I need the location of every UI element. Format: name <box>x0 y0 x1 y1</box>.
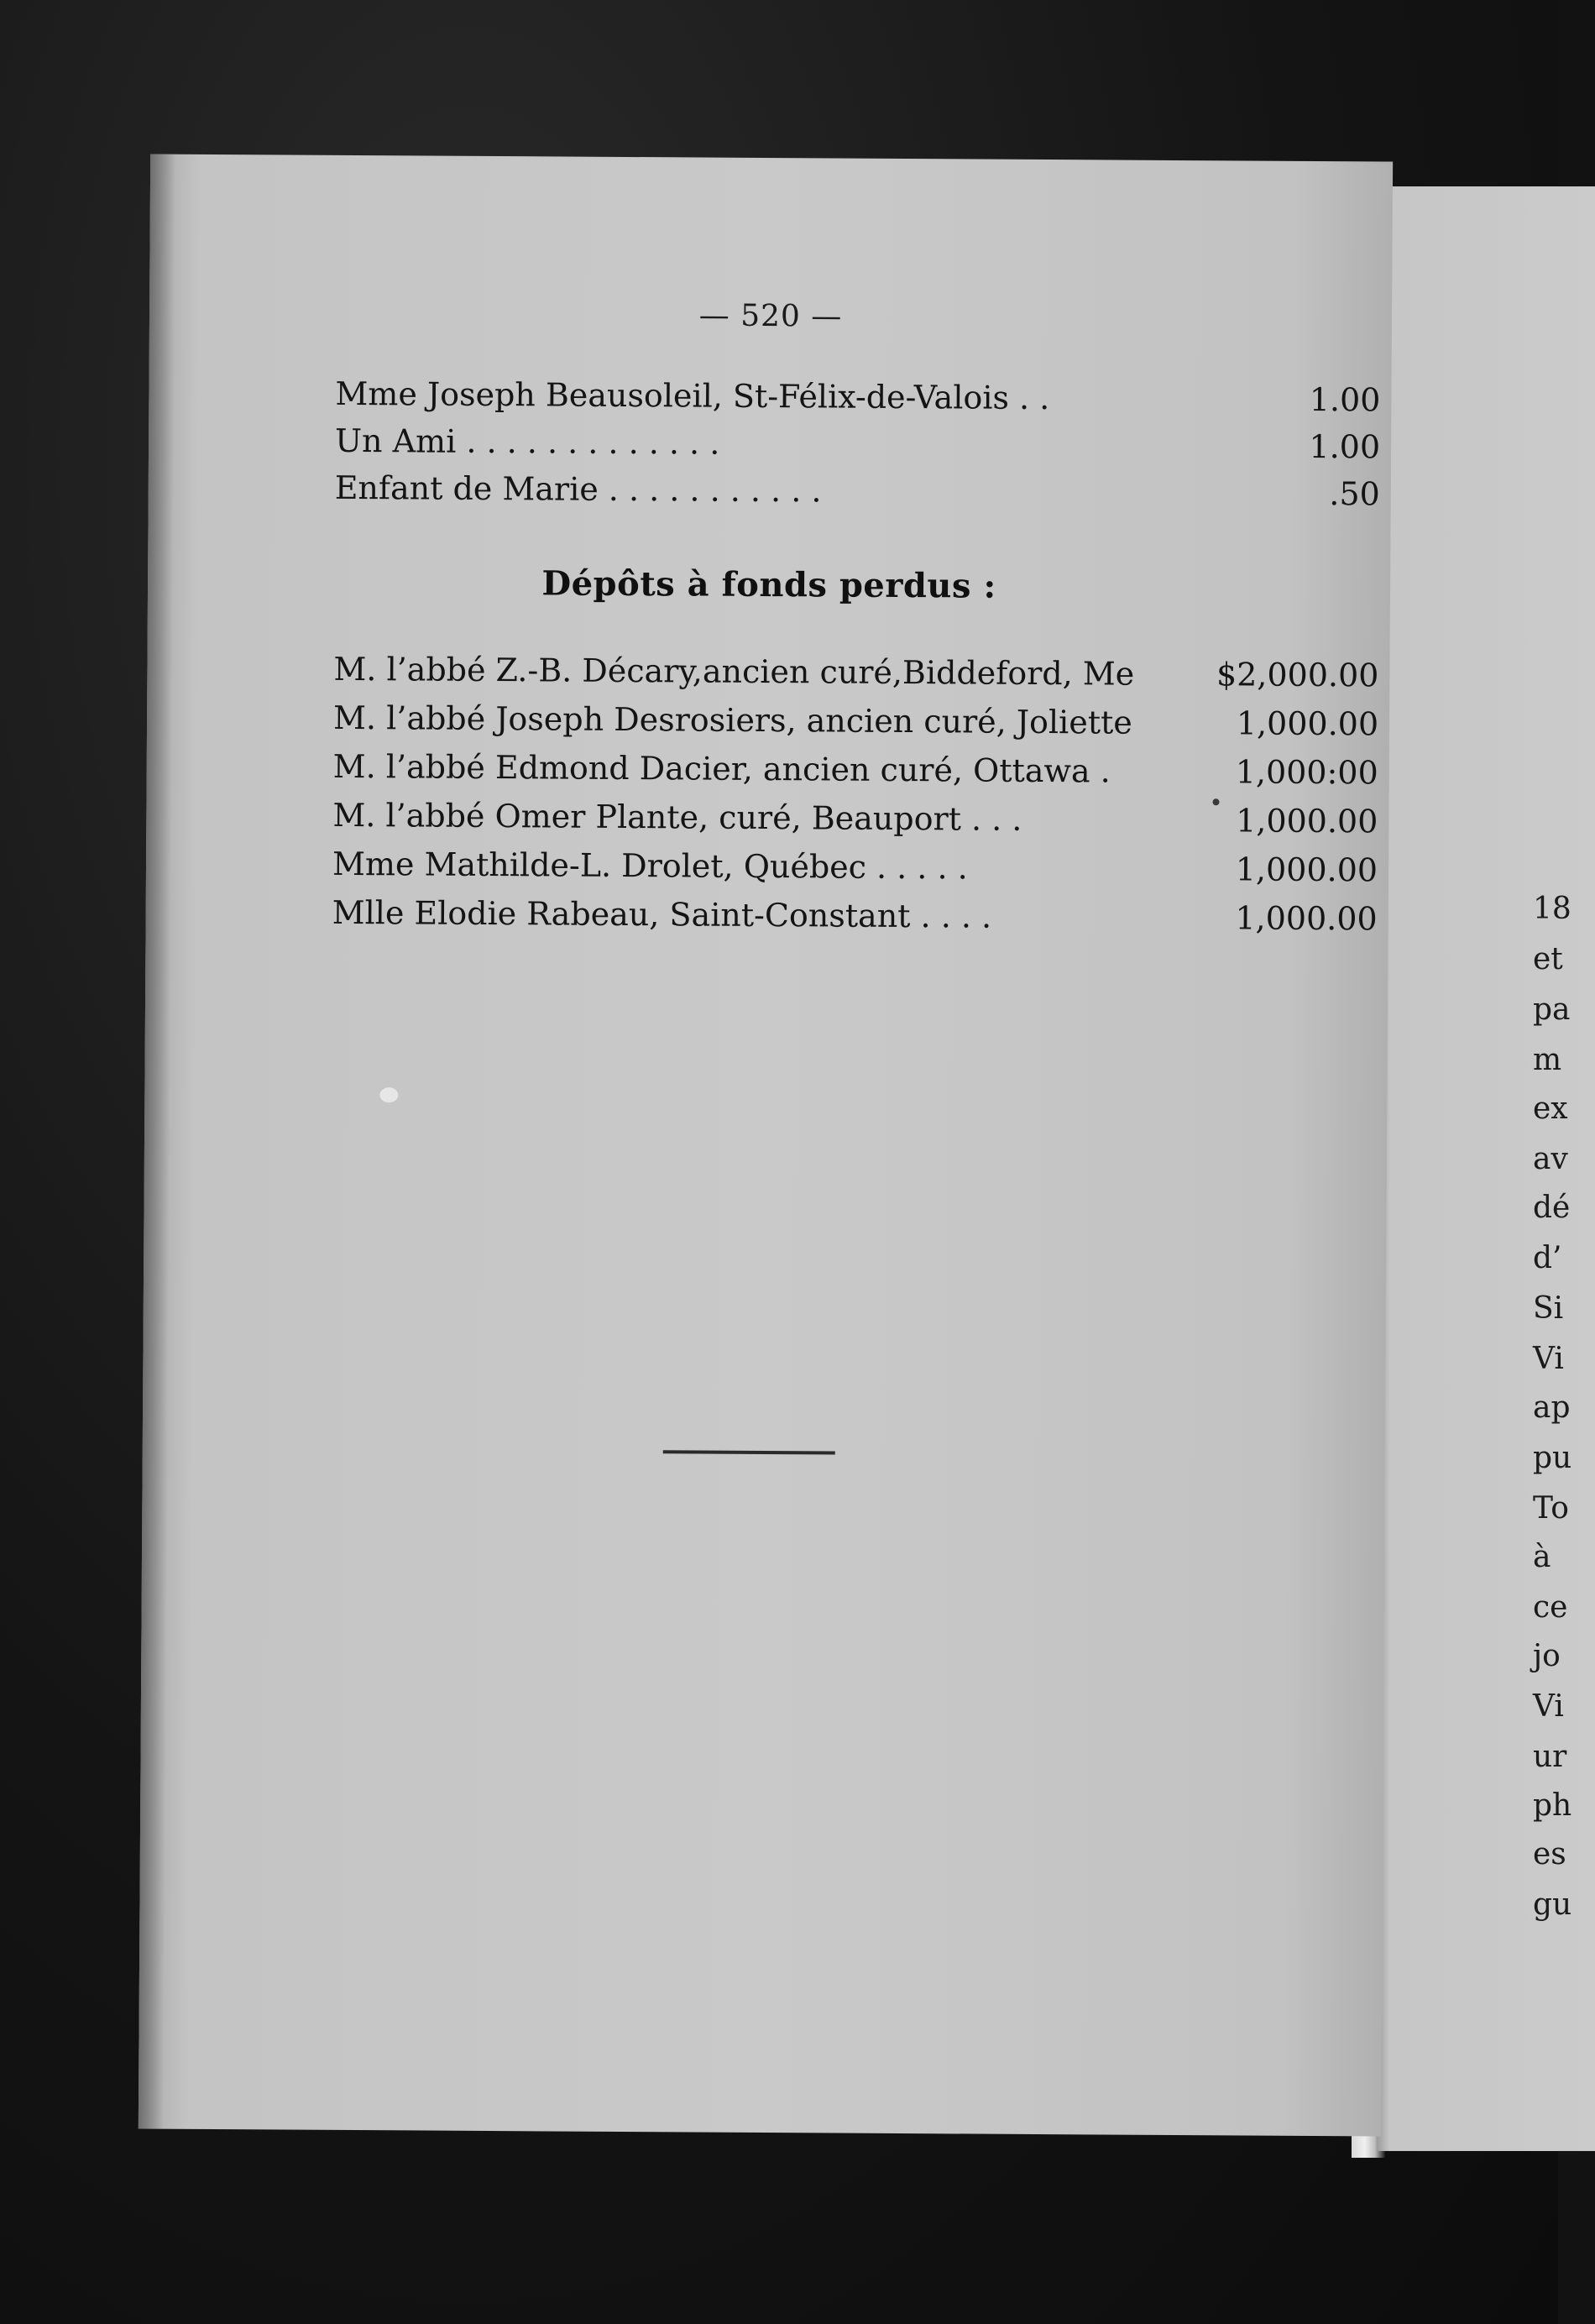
depositor-name: Mme Mathilde-L. Drolet, Québec . . . . . <box>332 845 968 887</box>
next-page-fragment: ph <box>1533 1788 1572 1823</box>
donation-entry <box>335 422 1380 473</box>
donor-name: Enfant de Marie . . . . . . . . . . . <box>334 468 822 510</box>
next-page-fragment: gu <box>1533 1887 1572 1922</box>
deposit-entry <box>333 651 1378 701</box>
next-page-fragment: av <box>1533 1142 1568 1176</box>
deposit-entry <box>332 894 1378 945</box>
deposit-amount: 1,000.00 <box>1235 851 1378 889</box>
book-page <box>139 154 1393 2137</box>
deposit-amount: 1,000.00 <box>1236 704 1379 743</box>
donation-entry <box>335 375 1380 426</box>
paper-blemish <box>379 1087 398 1102</box>
end-rule <box>663 1450 835 1454</box>
next-page-fragment: es <box>1533 1837 1566 1871</box>
donor-name: Un Ami . . . . . . . . . . . . . <box>334 421 720 462</box>
donation-amount: 1.00 <box>1309 427 1381 466</box>
next-page-fragment: et <box>1533 942 1563 976</box>
deposit-amount: 1,000.00 <box>1236 802 1378 840</box>
section-heading: Dépôts à fonds perdus : <box>541 563 996 606</box>
next-page-fragment: ex <box>1533 1091 1568 1126</box>
next-page <box>1377 186 1595 2151</box>
paper-blemish <box>1212 798 1219 805</box>
deposit-entry <box>333 748 1378 798</box>
donation-amount: 1.00 <box>1309 380 1381 419</box>
next-page-fragment: jo <box>1533 1639 1561 1673</box>
next-page-fragment: Vi <box>1533 1342 1564 1376</box>
deposit-entry <box>333 699 1378 750</box>
next-page-fragment: d’ <box>1533 1241 1562 1275</box>
donation-amount: .50 <box>1329 475 1380 513</box>
page-number: — 520 — <box>698 298 843 334</box>
next-page-fragment: Vi <box>1533 1689 1564 1724</box>
next-page-fragment: To <box>1533 1491 1569 1526</box>
donation-entry <box>335 469 1380 520</box>
deposit-amount: 1,000.00 <box>1235 899 1378 938</box>
next-page-fragment: m <box>1533 1043 1562 1077</box>
deposit-entry <box>332 845 1378 896</box>
donor-name: Mme Joseph Beausoleil, St-Félix-de-Valois . . <box>335 374 1050 417</box>
deposit-amount: $2,000.00 <box>1216 656 1379 694</box>
next-page-fragment: pa <box>1533 992 1571 1027</box>
next-page-fragment: ur <box>1533 1740 1567 1774</box>
deposit-amount: 1,000:00 <box>1235 753 1378 792</box>
depositor-name: M. l’abbé Omer Plante, curé, Beauport . . . <box>332 796 1022 838</box>
next-page-fragment: à <box>1533 1540 1551 1574</box>
next-page-fragment: dé <box>1533 1191 1571 1225</box>
depositor-name: M. l’abbé Joseph Desrosiers, ancien curé, Joliette <box>332 699 1132 741</box>
next-page-fragment: pu <box>1533 1441 1572 1475</box>
depositor-name: M. l’abbé Z.-B. Décary,ancien curé,Biddeford, Me <box>333 650 1135 693</box>
next-page-fragment: 18 <box>1533 892 1571 926</box>
next-page-fragment: Si <box>1533 1291 1564 1326</box>
deposit-entry <box>332 797 1378 847</box>
depositor-name: Mlle Elodie Rabeau, Saint-Constant . . . . <box>332 893 992 935</box>
depositor-name: M. l’abbé Edmond Dacier, ancien curé, Ottawa . <box>332 747 1111 790</box>
next-page-fragment: ce <box>1533 1590 1568 1625</box>
next-page-fragment: ap <box>1533 1390 1571 1425</box>
